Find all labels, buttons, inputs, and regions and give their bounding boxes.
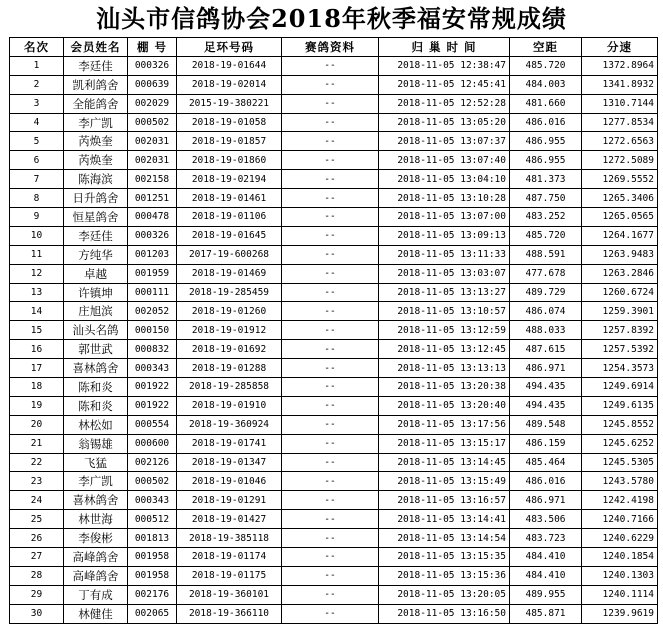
table-row [10, 529, 658, 548]
col-ring-no-cell: 2018-19-01910 [177, 396, 282, 415]
col-member-name-cell: 芮焕奎 [64, 132, 128, 151]
col-distance-cell: 485.720 [510, 56, 582, 75]
col-pigeon-info-cell: -- [282, 396, 379, 415]
col-distance-cell: 484.410 [510, 566, 582, 585]
col-loft-no-cell: 000832 [128, 340, 177, 359]
col-distance-cell: 486.016 [510, 113, 582, 132]
col-loft-no-cell: 000512 [128, 510, 177, 529]
col-ring-no-cell: 2018-19-01058 [177, 113, 282, 132]
col-pigeon-info-header: 赛鸽资料 [282, 38, 379, 57]
col-ring-no-cell: 2018-19-01644 [177, 56, 282, 75]
col-rank-cell: 13 [10, 283, 64, 302]
col-arrival-time-cell: 2018-11-05 13:15:35 [379, 548, 510, 567]
col-ring-no-cell: 2018-19-01857 [177, 132, 282, 151]
col-distance-cell: 486.159 [510, 434, 582, 453]
col-speed-cell: 1240.1854 [582, 548, 658, 567]
col-loft-no-cell: 001958 [128, 548, 177, 567]
col-rank-cell: 8 [10, 189, 64, 208]
col-member-name-cell: 汕头名鸽 [64, 321, 128, 340]
table-row [10, 132, 658, 151]
col-loft-no-cell: 000600 [128, 434, 177, 453]
col-ring-no-cell: 2018-19-01347 [177, 453, 282, 472]
col-speed-cell: 1245.8552 [582, 415, 658, 434]
col-distance-cell: 484.410 [510, 548, 582, 567]
col-distance-cell: 489.729 [510, 283, 582, 302]
col-loft-no-cell: 002158 [128, 170, 177, 189]
col-speed-cell: 1249.6914 [582, 378, 658, 397]
col-arrival-time-cell: 2018-11-05 13:13:27 [379, 283, 510, 302]
col-member-name-cell: 丁有成 [64, 585, 128, 604]
table-row [10, 604, 658, 623]
col-member-name-cell: 林世海 [64, 510, 128, 529]
col-pigeon-info-cell: -- [282, 132, 379, 151]
col-distance-cell: 494.435 [510, 378, 582, 397]
col-ring-no-cell: 2018-19-01175 [177, 566, 282, 585]
col-member-name-cell: 喜林鸽舍 [64, 359, 128, 378]
table-row [10, 434, 658, 453]
table-row [10, 585, 658, 604]
table-row [10, 302, 658, 321]
page-title: 汕头市信鸽协会2018年秋季福安常规成绩 [96, 4, 567, 33]
col-speed-cell: 1259.3901 [582, 302, 658, 321]
col-loft-no-cell: 002065 [128, 604, 177, 623]
col-ring-no-cell: 2018-19-01260 [177, 302, 282, 321]
col-member-name-cell: 恒星鸽舍 [64, 208, 128, 227]
col-member-name-header: 会员姓名 [64, 38, 128, 57]
col-rank-cell: 9 [10, 208, 64, 227]
col-pigeon-info-cell: -- [282, 491, 379, 510]
table-body [10, 56, 658, 623]
col-arrival-time-cell: 2018-11-05 13:16:57 [379, 491, 510, 510]
col-pigeon-info-cell: -- [282, 510, 379, 529]
col-speed-cell: 1240.1303 [582, 566, 658, 585]
col-pigeon-info-cell: -- [282, 529, 379, 548]
col-rank-cell: 29 [10, 585, 64, 604]
col-loft-no-cell: 000478 [128, 208, 177, 227]
col-loft-no-cell: 002052 [128, 302, 177, 321]
col-rank-header: 名次 [10, 38, 64, 57]
col-distance-cell: 488.591 [510, 245, 582, 264]
col-ring-no-cell: 2018-19-01461 [177, 189, 282, 208]
col-speed-cell: 1264.1677 [582, 226, 658, 245]
col-speed-cell: 1269.5552 [582, 170, 658, 189]
col-ring-no-cell: 2018-19-01645 [177, 226, 282, 245]
col-pigeon-info-cell: -- [282, 94, 379, 113]
col-speed-cell: 1239.9619 [582, 604, 658, 623]
col-arrival-time-cell: 2018-11-05 12:38:47 [379, 56, 510, 75]
col-member-name-cell: 郭世武 [64, 340, 128, 359]
col-pigeon-info-cell: -- [282, 453, 379, 472]
col-speed-cell: 1265.0565 [582, 208, 658, 227]
table-row [10, 189, 658, 208]
col-speed-cell: 1272.5089 [582, 151, 658, 170]
col-distance-cell: 486.955 [510, 132, 582, 151]
col-ring-no-cell: 2018-19-01106 [177, 208, 282, 227]
col-member-name-cell: 林松如 [64, 415, 128, 434]
col-ring-no-cell: 2018-19-285858 [177, 378, 282, 397]
table-row [10, 378, 658, 397]
col-arrival-time-cell: 2018-11-05 13:09:13 [379, 226, 510, 245]
col-distance-cell: 485.464 [510, 453, 582, 472]
col-pigeon-info-cell: -- [282, 75, 379, 94]
col-rank-cell: 24 [10, 491, 64, 510]
table-row [10, 94, 658, 113]
col-pigeon-info-cell: -- [282, 472, 379, 491]
table-row [10, 113, 658, 132]
table-row [10, 208, 658, 227]
col-loft-no-cell: 000111 [128, 283, 177, 302]
col-loft-no-cell: 001813 [128, 529, 177, 548]
col-member-name-cell: 李广凯 [64, 113, 128, 132]
col-member-name-cell: 李廷佳 [64, 226, 128, 245]
col-distance-cell: 487.615 [510, 340, 582, 359]
col-arrival-time-cell: 2018-11-05 13:13:13 [379, 359, 510, 378]
col-rank-cell: 12 [10, 264, 64, 283]
col-member-name-cell: 陈和炎 [64, 396, 128, 415]
col-loft-no-cell: 002031 [128, 132, 177, 151]
col-speed-cell: 1245.6252 [582, 434, 658, 453]
col-member-name-cell: 许镇坤 [64, 283, 128, 302]
col-distance-cell: 485.720 [510, 226, 582, 245]
col-member-name-cell: 全能鸽舍 [64, 94, 128, 113]
col-speed-cell: 1272.6563 [582, 132, 658, 151]
col-ring-no-cell: 2017-19-600268 [177, 245, 282, 264]
col-loft-no-cell: 000150 [128, 321, 177, 340]
table-row [10, 415, 658, 434]
col-speed-cell: 1245.5305 [582, 453, 658, 472]
col-pigeon-info-cell: -- [282, 208, 379, 227]
col-member-name-cell: 芮焕奎 [64, 151, 128, 170]
col-loft-no-cell: 001203 [128, 245, 177, 264]
col-loft-no-cell: 000326 [128, 56, 177, 75]
col-ring-no-cell: 2018-19-385118 [177, 529, 282, 548]
table-row [10, 151, 658, 170]
table-row [10, 340, 658, 359]
col-pigeon-info-cell: -- [282, 566, 379, 585]
col-ring-no-cell: 2018-19-01469 [177, 264, 282, 283]
col-pigeon-info-cell: -- [282, 283, 379, 302]
table-row [10, 510, 658, 529]
col-rank-cell: 25 [10, 510, 64, 529]
table-row [10, 321, 658, 340]
col-distance-cell: 477.678 [510, 264, 582, 283]
col-distance-header: 空距 [510, 38, 582, 57]
col-speed-cell: 1263.9483 [582, 245, 658, 264]
col-rank-cell: 14 [10, 302, 64, 321]
col-rank-cell: 18 [10, 378, 64, 397]
col-speed-cell: 1257.5392 [582, 340, 658, 359]
col-arrival-time-cell: 2018-11-05 13:10:28 [379, 189, 510, 208]
col-arrival-time-cell: 2018-11-05 13:15:36 [379, 566, 510, 585]
col-pigeon-info-cell: -- [282, 189, 379, 208]
col-member-name-cell: 李广凯 [64, 472, 128, 491]
col-member-name-cell: 喜林鸽舍 [64, 491, 128, 510]
col-speed-cell: 1242.4198 [582, 491, 658, 510]
col-distance-cell: 489.548 [510, 415, 582, 434]
col-rank-cell: 2 [10, 75, 64, 94]
col-distance-cell: 489.955 [510, 585, 582, 604]
col-distance-cell: 488.033 [510, 321, 582, 340]
col-speed-header: 分速 [582, 38, 658, 57]
col-loft-no-cell: 000502 [128, 472, 177, 491]
col-loft-no-cell: 002126 [128, 453, 177, 472]
col-speed-cell: 1240.6229 [582, 529, 658, 548]
table-header-row [10, 38, 658, 57]
col-ring-no-cell: 2018-19-01046 [177, 472, 282, 491]
col-ring-no-cell: 2018-19-366110 [177, 604, 282, 623]
col-ring-no-cell: 2018-19-01427 [177, 510, 282, 529]
col-member-name-cell: 庄旭滨 [64, 302, 128, 321]
col-loft-no-header: 棚 号 [128, 38, 177, 57]
col-arrival-time-cell: 2018-11-05 13:14:41 [379, 510, 510, 529]
col-distance-cell: 486.955 [510, 151, 582, 170]
col-rank-cell: 3 [10, 94, 64, 113]
col-pigeon-info-cell: -- [282, 56, 379, 75]
col-pigeon-info-cell: -- [282, 151, 379, 170]
table-row [10, 56, 658, 75]
col-ring-no-cell: 2018-19-02194 [177, 170, 282, 189]
col-speed-cell: 1310.7144 [582, 94, 658, 113]
col-loft-no-cell: 002029 [128, 94, 177, 113]
col-arrival-time-cell: 2018-11-05 13:05:20 [379, 113, 510, 132]
col-arrival-time-cell: 2018-11-05 12:45:41 [379, 75, 510, 94]
col-distance-cell: 483.252 [510, 208, 582, 227]
col-arrival-time-cell: 2018-11-05 13:17:56 [379, 415, 510, 434]
col-distance-cell: 486.971 [510, 359, 582, 378]
col-loft-no-cell: 000326 [128, 226, 177, 245]
col-loft-no-cell: 002176 [128, 585, 177, 604]
col-member-name-cell: 卓越 [64, 264, 128, 283]
col-rank-cell: 16 [10, 340, 64, 359]
col-rank-cell: 28 [10, 566, 64, 585]
col-rank-cell: 30 [10, 604, 64, 623]
col-arrival-time-cell: 2018-11-05 13:10:57 [379, 302, 510, 321]
col-rank-cell: 21 [10, 434, 64, 453]
col-ring-no-cell: 2018-19-360101 [177, 585, 282, 604]
col-member-name-cell: 飞猛 [64, 453, 128, 472]
col-pigeon-info-cell: -- [282, 548, 379, 567]
col-pigeon-info-cell: -- [282, 585, 379, 604]
col-pigeon-info-cell: -- [282, 415, 379, 434]
col-speed-cell: 1249.6135 [582, 396, 658, 415]
results-table [9, 37, 658, 624]
col-member-name-cell: 李廷佳 [64, 56, 128, 75]
col-arrival-time-header: 归 巢 时 间 [379, 38, 510, 57]
col-rank-cell: 26 [10, 529, 64, 548]
col-loft-no-cell: 000343 [128, 359, 177, 378]
col-distance-cell: 483.723 [510, 529, 582, 548]
col-ring-no-cell: 2018-19-285459 [177, 283, 282, 302]
col-member-name-cell: 高峰鸽舍 [64, 548, 128, 567]
col-speed-cell: 1372.8964 [582, 56, 658, 75]
col-member-name-cell: 翁锡雄 [64, 434, 128, 453]
col-pigeon-info-cell: -- [282, 378, 379, 397]
col-distance-cell: 486.074 [510, 302, 582, 321]
col-loft-no-cell: 000639 [128, 75, 177, 94]
col-speed-cell: 1254.3573 [582, 359, 658, 378]
col-loft-no-cell: 001251 [128, 189, 177, 208]
col-speed-cell: 1240.1114 [582, 585, 658, 604]
col-rank-cell: 11 [10, 245, 64, 264]
col-arrival-time-cell: 2018-11-05 13:12:59 [379, 321, 510, 340]
col-rank-cell: 10 [10, 226, 64, 245]
col-speed-cell: 1260.6724 [582, 283, 658, 302]
col-arrival-time-cell: 2018-11-05 12:52:28 [379, 94, 510, 113]
col-arrival-time-cell: 2018-11-05 13:20:05 [379, 585, 510, 604]
col-pigeon-info-cell: -- [282, 359, 379, 378]
col-arrival-time-cell: 2018-11-05 13:20:38 [379, 378, 510, 397]
col-pigeon-info-cell: -- [282, 434, 379, 453]
col-member-name-cell: 凯利鸽舍 [64, 75, 128, 94]
col-member-name-cell: 高峰鸽舍 [64, 566, 128, 585]
col-loft-no-cell: 001959 [128, 264, 177, 283]
col-arrival-time-cell: 2018-11-05 13:20:40 [379, 396, 510, 415]
table-row [10, 548, 658, 567]
col-rank-cell: 20 [10, 415, 64, 434]
col-member-name-cell: 方纯华 [64, 245, 128, 264]
col-rank-cell: 6 [10, 151, 64, 170]
col-speed-cell: 1263.2846 [582, 264, 658, 283]
col-ring-no-cell: 2018-19-01288 [177, 359, 282, 378]
col-pigeon-info-cell: -- [282, 604, 379, 623]
col-pigeon-info-cell: -- [282, 340, 379, 359]
col-arrival-time-cell: 2018-11-05 13:15:17 [379, 434, 510, 453]
col-ring-no-cell: 2018-19-01912 [177, 321, 282, 340]
col-speed-cell: 1257.8392 [582, 321, 658, 340]
col-distance-cell: 486.016 [510, 472, 582, 491]
col-loft-no-cell: 001958 [128, 566, 177, 585]
col-speed-cell: 1265.3406 [582, 189, 658, 208]
table-row [10, 472, 658, 491]
col-loft-no-cell: 001922 [128, 396, 177, 415]
col-ring-no-cell: 2018-19-01174 [177, 548, 282, 567]
col-member-name-cell: 陈海滨 [64, 170, 128, 189]
table-row [10, 245, 658, 264]
col-loft-no-cell: 002031 [128, 151, 177, 170]
col-ring-no-cell: 2018-19-01692 [177, 340, 282, 359]
col-arrival-time-cell: 2018-11-05 13:07:00 [379, 208, 510, 227]
col-distance-cell: 486.971 [510, 491, 582, 510]
col-distance-cell: 487.750 [510, 189, 582, 208]
table-row [10, 170, 658, 189]
col-ring-no-cell: 2018-19-02014 [177, 75, 282, 94]
col-rank-cell: 27 [10, 548, 64, 567]
col-speed-cell: 1277.8534 [582, 113, 658, 132]
col-pigeon-info-cell: -- [282, 245, 379, 264]
table-row [10, 226, 658, 245]
col-ring-no-cell: 2015-19-380221 [177, 94, 282, 113]
col-pigeon-info-cell: -- [282, 302, 379, 321]
col-distance-cell: 483.506 [510, 510, 582, 529]
col-member-name-cell: 日升鸽舍 [64, 189, 128, 208]
col-rank-cell: 5 [10, 132, 64, 151]
col-member-name-cell: 李俊彬 [64, 529, 128, 548]
col-arrival-time-cell: 2018-11-05 13:12:45 [379, 340, 510, 359]
col-speed-cell: 1341.8932 [582, 75, 658, 94]
col-arrival-time-cell: 2018-11-05 13:03:07 [379, 264, 510, 283]
col-arrival-time-cell: 2018-11-05 13:07:37 [379, 132, 510, 151]
col-rank-cell: 23 [10, 472, 64, 491]
col-speed-cell: 1240.7166 [582, 510, 658, 529]
col-ring-no-header: 足环号码 [177, 38, 282, 57]
table-row [10, 75, 658, 94]
col-rank-cell: 17 [10, 359, 64, 378]
col-distance-cell: 481.373 [510, 170, 582, 189]
col-loft-no-cell: 000502 [128, 113, 177, 132]
col-arrival-time-cell: 2018-11-05 13:11:33 [379, 245, 510, 264]
col-rank-cell: 7 [10, 170, 64, 189]
col-distance-cell: 485.871 [510, 604, 582, 623]
col-loft-no-cell: 000554 [128, 415, 177, 434]
col-rank-cell: 15 [10, 321, 64, 340]
table-row [10, 283, 658, 302]
col-arrival-time-cell: 2018-11-05 13:15:49 [379, 472, 510, 491]
col-member-name-cell: 林健佳 [64, 604, 128, 623]
table-row [10, 566, 658, 585]
col-loft-no-cell: 000343 [128, 491, 177, 510]
col-arrival-time-cell: 2018-11-05 13:14:54 [379, 529, 510, 548]
col-rank-cell: 19 [10, 396, 64, 415]
col-ring-no-cell: 2018-19-01291 [177, 491, 282, 510]
col-pigeon-info-cell: -- [282, 321, 379, 340]
col-arrival-time-cell: 2018-11-05 13:04:10 [379, 170, 510, 189]
col-pigeon-info-cell: -- [282, 170, 379, 189]
col-pigeon-info-cell: -- [282, 226, 379, 245]
col-rank-cell: 4 [10, 113, 64, 132]
col-distance-cell: 484.003 [510, 75, 582, 94]
col-distance-cell: 481.660 [510, 94, 582, 113]
col-distance-cell: 494.435 [510, 396, 582, 415]
table-row [10, 491, 658, 510]
col-rank-cell: 1 [10, 56, 64, 75]
col-ring-no-cell: 2018-19-01741 [177, 434, 282, 453]
col-member-name-cell: 陈和炎 [64, 378, 128, 397]
col-rank-cell: 22 [10, 453, 64, 472]
table-row [10, 359, 658, 378]
table-row [10, 453, 658, 472]
col-arrival-time-cell: 2018-11-05 13:16:50 [379, 604, 510, 623]
col-pigeon-info-cell: -- [282, 264, 379, 283]
col-ring-no-cell: 2018-19-360924 [177, 415, 282, 434]
col-loft-no-cell: 001922 [128, 378, 177, 397]
col-arrival-time-cell: 2018-11-05 13:14:45 [379, 453, 510, 472]
col-speed-cell: 1243.5780 [582, 472, 658, 491]
col-pigeon-info-cell: -- [282, 113, 379, 132]
table-row [10, 396, 658, 415]
col-arrival-time-cell: 2018-11-05 13:07:40 [379, 151, 510, 170]
table-row [10, 264, 658, 283]
col-ring-no-cell: 2018-19-01860 [177, 151, 282, 170]
